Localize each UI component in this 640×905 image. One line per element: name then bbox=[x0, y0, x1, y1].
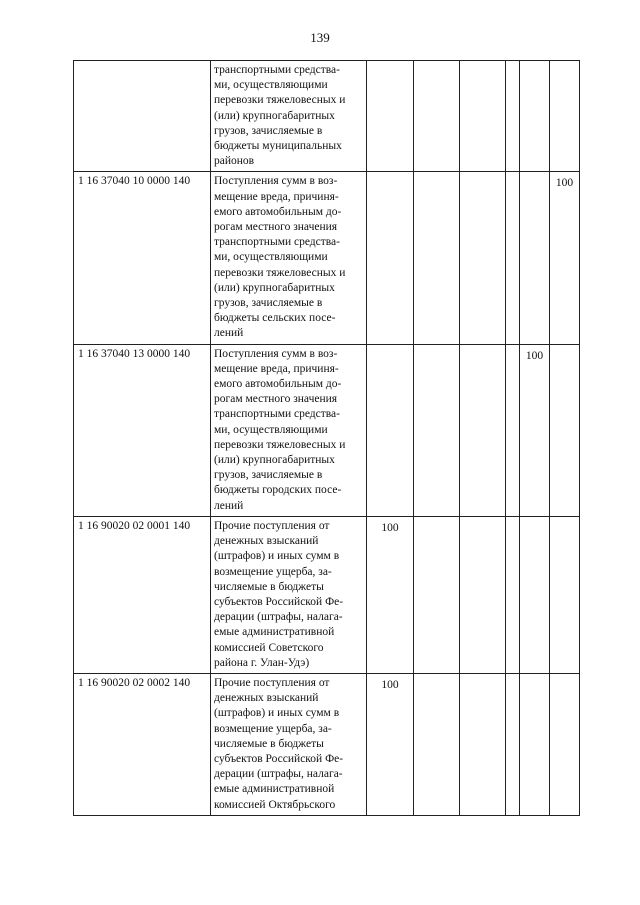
description-line: субъектов Российской Фе- bbox=[214, 595, 344, 608]
description-line: дерации (штрафы, налага- bbox=[214, 611, 343, 624]
percent-cell bbox=[550, 344, 580, 516]
description-line: мещение вреда, причиня- bbox=[214, 362, 339, 375]
percent-cell bbox=[520, 516, 550, 673]
page-number: 139 bbox=[310, 30, 330, 45]
percent-cell bbox=[460, 172, 506, 344]
description-line: бюджеты городских посе- bbox=[214, 484, 342, 497]
description-line: денежных взысканий bbox=[214, 535, 319, 548]
description-line: комиссией Октябрьского bbox=[214, 798, 336, 811]
description-line: транспортными средства- bbox=[214, 64, 340, 76]
description-line: (или) крупногабаритных bbox=[214, 109, 335, 122]
description-line: (штрафов) и иных сумм в bbox=[214, 550, 340, 563]
percent-cell bbox=[550, 673, 580, 815]
percent-cell bbox=[414, 61, 460, 172]
table-row bbox=[74, 172, 580, 344]
description-line: транспортными средства- bbox=[214, 408, 340, 421]
description-line: числяемые в бюджеты bbox=[214, 580, 324, 593]
description-line: возмещение ущерба, за- bbox=[214, 722, 332, 735]
table-row bbox=[74, 61, 580, 172]
description-line: мещение вреда, причиня- bbox=[214, 190, 339, 203]
description-cell bbox=[211, 673, 367, 815]
table-body bbox=[74, 61, 580, 816]
description-line: емые административной bbox=[214, 626, 335, 639]
description-line: (или) крупногабаритных bbox=[214, 281, 335, 294]
percent-cell bbox=[414, 673, 460, 815]
description-line: перевозки тяжеловесных и bbox=[214, 94, 346, 107]
description-line: Поступления сумм в воз- bbox=[214, 175, 338, 188]
percent-cell bbox=[460, 61, 506, 172]
description-line: грузов, зачисляемые в bbox=[214, 297, 323, 310]
description-line: лений bbox=[214, 499, 244, 512]
description-line: емого автомобильным до- bbox=[214, 205, 342, 218]
description-line: рогам местного значения bbox=[214, 393, 338, 406]
description-line: дерации (штрафы, налага- bbox=[214, 768, 343, 781]
description-line: Прочие поступления от bbox=[214, 676, 330, 689]
percent-cell bbox=[506, 516, 520, 673]
table-row bbox=[74, 516, 580, 673]
budget-code-cell: 1 16 37040 10 0000 140 bbox=[74, 172, 211, 344]
description-cell bbox=[211, 516, 367, 673]
percent-cell bbox=[414, 344, 460, 516]
budget-code-cell: 1 16 90020 02 0002 140 bbox=[74, 673, 211, 815]
description-line: перевозки тяжеловесных и bbox=[214, 438, 346, 451]
description-line: перевозки тяжеловесных и bbox=[214, 266, 346, 279]
description-line: емого автомобильным до- bbox=[214, 378, 342, 391]
description-line: грузов, зачисляемые в bbox=[214, 124, 323, 137]
percent-cell bbox=[506, 344, 520, 516]
percent-cell bbox=[460, 516, 506, 673]
percent-cell bbox=[550, 516, 580, 673]
percent-cell: 100 bbox=[367, 516, 414, 673]
description-line: (или) крупногабаритных bbox=[214, 454, 335, 467]
budget-revenue-table bbox=[73, 60, 580, 816]
description-line: емые административной bbox=[214, 783, 335, 796]
budget-code-cell: 1 16 37040 13 0000 140 bbox=[74, 344, 211, 516]
description-line: Поступления сумм в воз- bbox=[214, 347, 338, 360]
percent-cell bbox=[520, 172, 550, 344]
description-line: транспортными средства- bbox=[214, 236, 340, 249]
budget-code-cell: 1 16 90020 02 0001 140 bbox=[74, 516, 211, 673]
table-row bbox=[74, 673, 580, 815]
description-line: рогам местного значения bbox=[214, 221, 338, 234]
description-cell bbox=[211, 172, 367, 344]
description-cell bbox=[211, 344, 367, 516]
description-line: грузов, зачисляемые в bbox=[214, 469, 323, 482]
description-line: Прочие поступления от bbox=[214, 519, 330, 532]
percent-cell bbox=[506, 673, 520, 815]
description-line: возмещение ущерба, за- bbox=[214, 565, 332, 578]
percent-cell bbox=[367, 172, 414, 344]
percent-cell bbox=[414, 172, 460, 344]
description-line: (штрафов) и иных сумм в bbox=[214, 707, 340, 720]
percent-cell bbox=[367, 344, 414, 516]
percent-cell bbox=[550, 61, 580, 172]
description-line: субъектов Российской Фе- bbox=[214, 752, 344, 765]
table-row bbox=[74, 344, 580, 516]
percent-cell bbox=[367, 61, 414, 172]
percent-cell bbox=[460, 344, 506, 516]
description-line: районов bbox=[214, 155, 255, 168]
description-cell bbox=[211, 61, 367, 172]
percent-cell bbox=[520, 61, 550, 172]
percent-cell: 100 bbox=[367, 673, 414, 815]
percent-cell bbox=[506, 61, 520, 172]
percent-cell: 100 bbox=[550, 172, 580, 344]
description-line: ми, осуществляющими bbox=[214, 423, 328, 436]
description-line: ми, осуществляющими bbox=[214, 251, 328, 264]
description-line: числяемые в бюджеты bbox=[214, 737, 324, 750]
percent-cell bbox=[460, 673, 506, 815]
percent-cell: 100 bbox=[520, 344, 550, 516]
percent-cell bbox=[520, 673, 550, 815]
percent-cell bbox=[506, 172, 520, 344]
percent-cell bbox=[414, 516, 460, 673]
description-line: ми, осуществляющими bbox=[214, 79, 328, 92]
budget-code-cell bbox=[74, 61, 211, 172]
description-line: района г. Улан-Удэ) bbox=[214, 656, 310, 669]
description-line: лений bbox=[214, 327, 244, 340]
description-line: денежных взысканий bbox=[214, 692, 319, 705]
description-line: бюджеты сельских посе- bbox=[214, 312, 336, 325]
description-line: комиссией Советского bbox=[214, 641, 324, 654]
description-line: бюджеты муниципальных bbox=[214, 140, 342, 153]
